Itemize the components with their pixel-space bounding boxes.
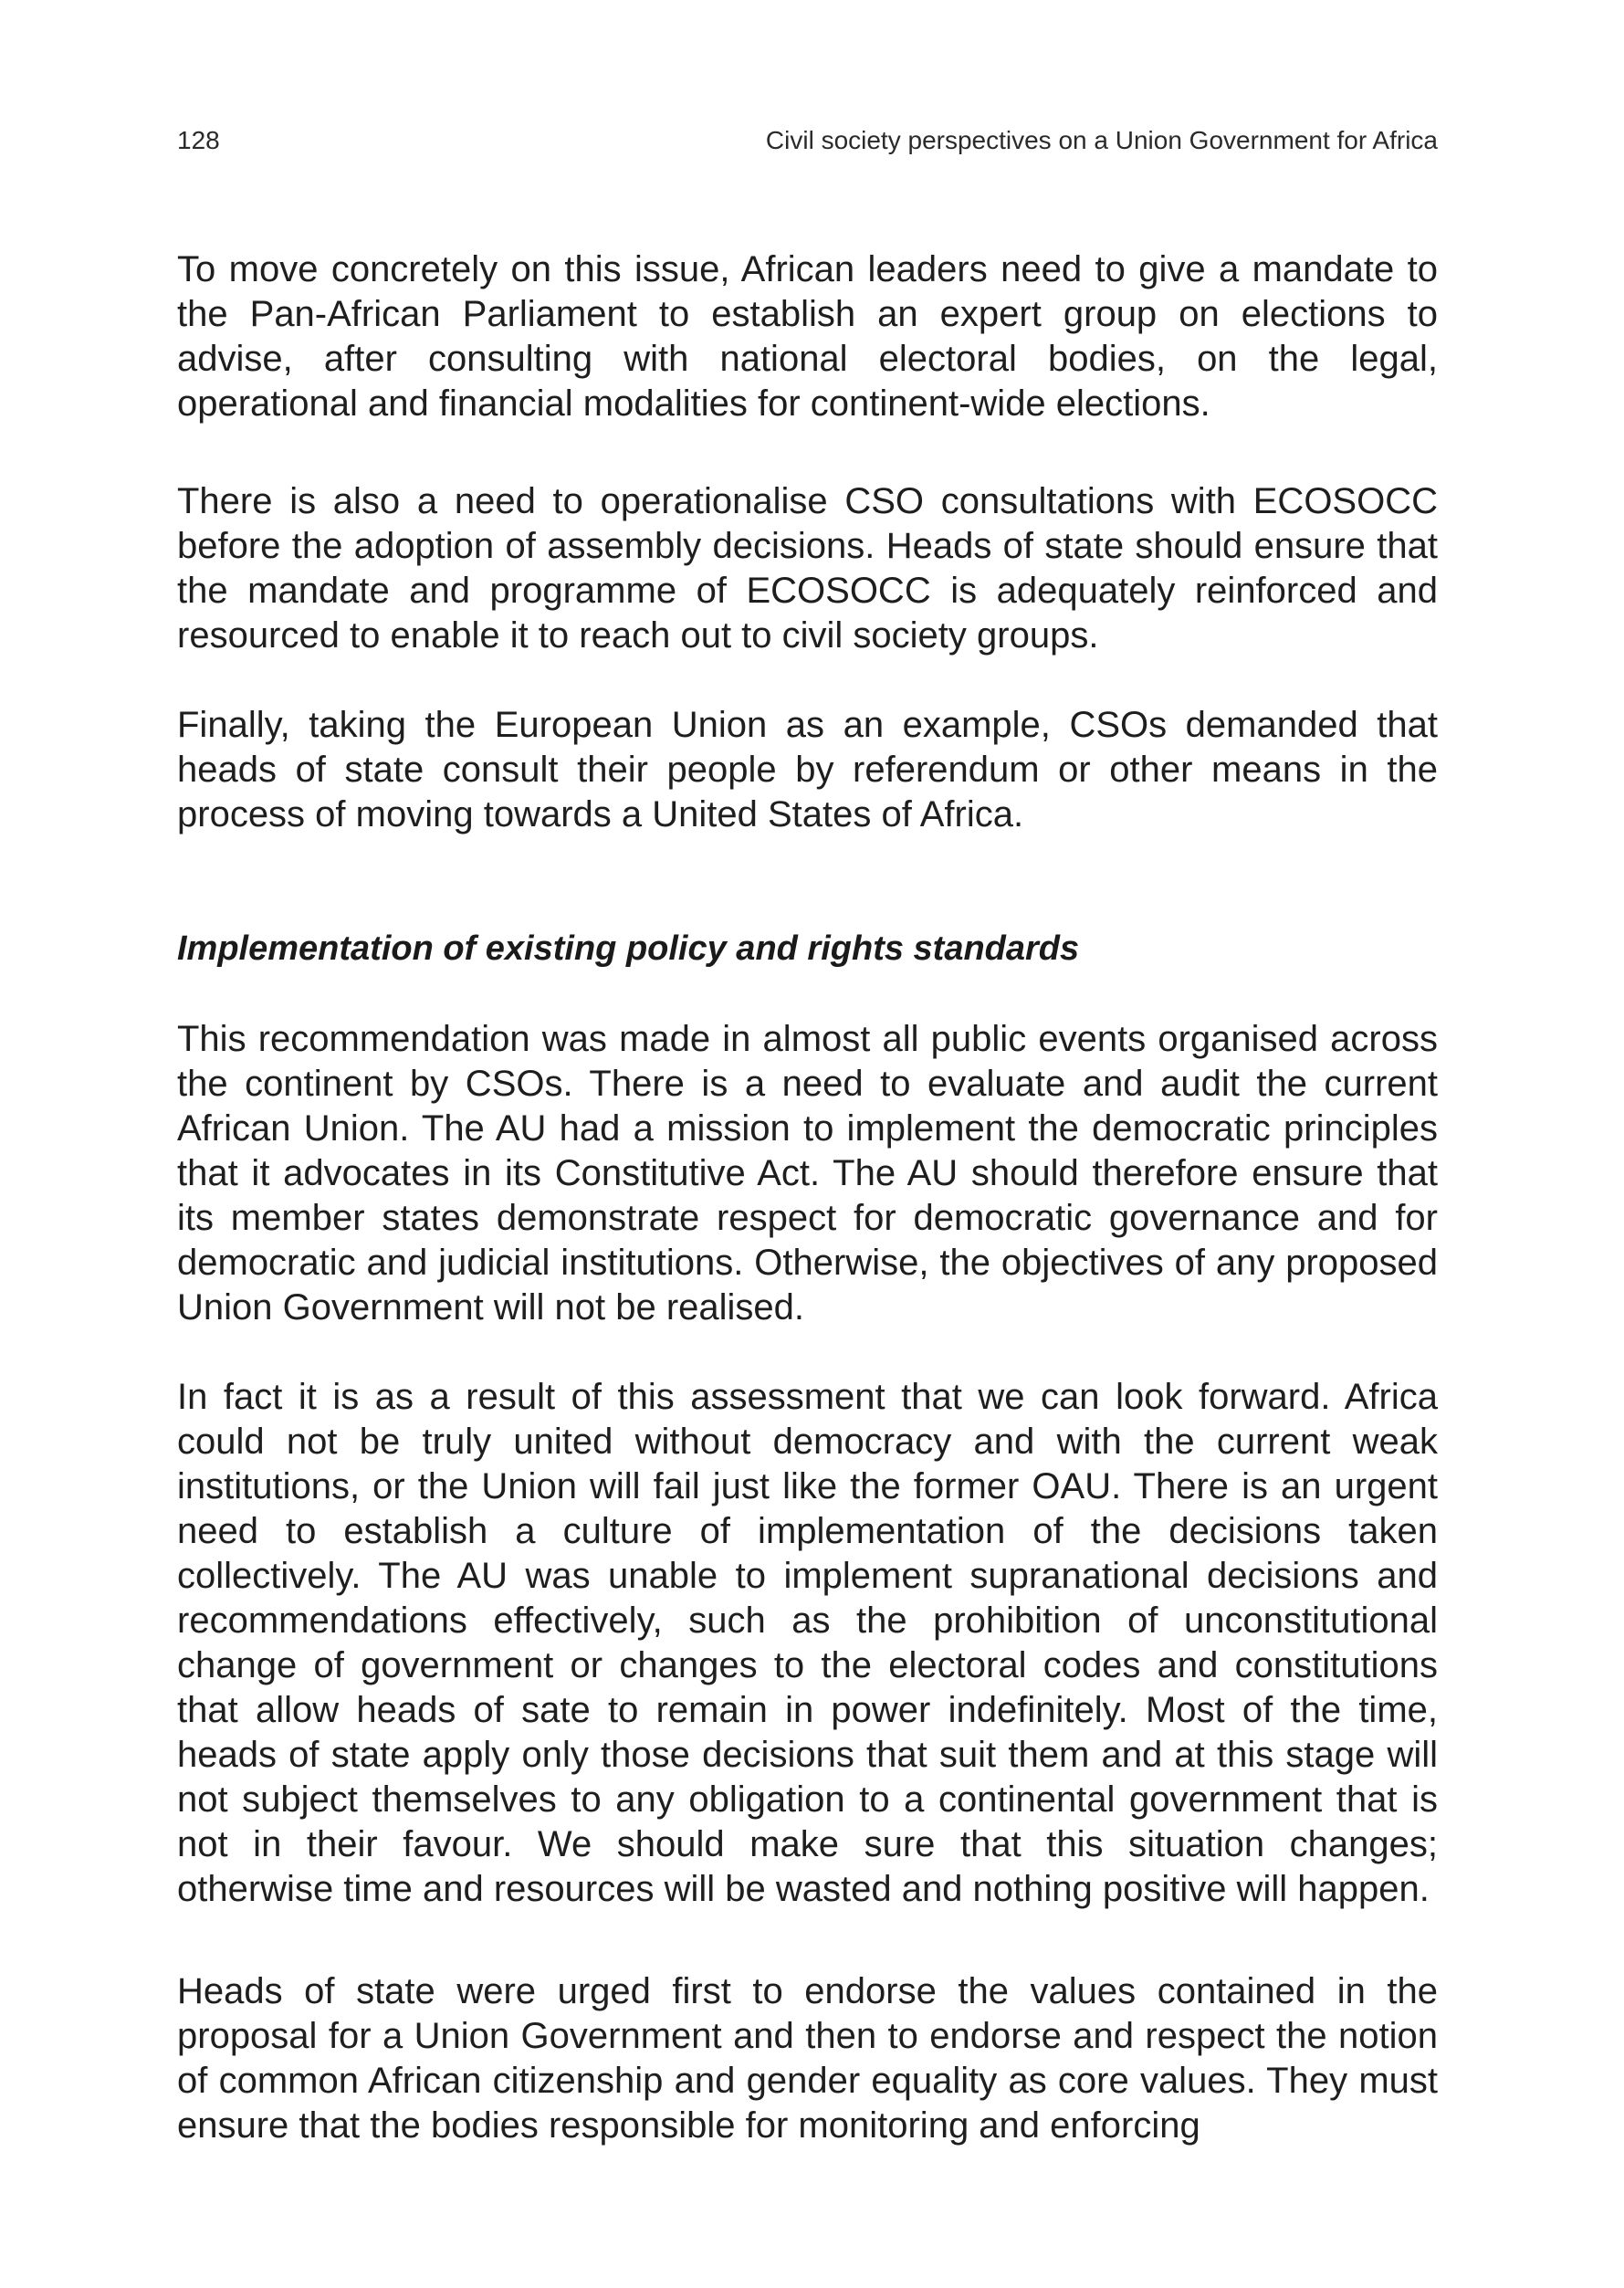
body-paragraph bbox=[177, 703, 1438, 837]
paragraph-text: To move concretely on this issue, African leaders need to give a mandate to the Pan-African Parliament to establish an expert group on elections to advise, after consulting with national electoral bodies, on the legal, operational and financial modalities for continent-wide elections. bbox=[177, 249, 1438, 424]
body-paragraph bbox=[177, 1017, 1438, 1330]
paragraph-text: In fact it is as a result of this assessment that we can look forward. Africa could not be truly united without democracy and with the current weak institutions, or the Union will fail just like the former OAU. There is an urgent need to establish a culture of implementation of the decisions taken collectively. The AU was unable to implement supranational decisions and recommendations effectively, such as the prohibition of unconstitutional change of government or changes to the electoral codes and constitutions that allow heads of sate to remain in power indefinitely. Most of the time, heads of state apply only those decisions that suit them and at this stage will not subject themselves to any obligation to a continental government that is not in their favour. We should make sure that this situation changes; otherwise time and resources will be wasted and nothing positive will happen. bbox=[177, 1377, 1438, 1909]
section-heading: Implementation of existing policy and rights standards bbox=[177, 929, 1080, 968]
paragraph-text: This recommendation was made in almost all public events organised across the continent by CSOs. There is a need to evaluate and audit the current African Union. The AU had a mission to implement the democratic principles that it advocates in its Constitutive Act. The AU should therefore ensure that its member states demonstrate respect for democratic governance and for democratic and judicial institutions. Otherwise, the objectives of any proposed Union Government will not be realised. bbox=[177, 1019, 1438, 1328]
paragraph-text: There is also a need to operationalise CSO consultations with ECOSOCC before the adoption of assembly decisions. Heads of state should ensure that the mandate and programme of ECOSOCC is adequately reinforced and resourced to enable it to reach out to civil society groups. bbox=[177, 481, 1438, 656]
body-paragraph bbox=[177, 479, 1438, 658]
running-title: Civil society perspectives on a Union Government for Africa bbox=[765, 126, 1438, 154]
running-header bbox=[177, 122, 1438, 159]
paragraph-text: Heads of state were urged first to endorse the values contained in the proposal for a Union Government and then to endorse and respect the notion of common African citizenship and gender equality as core values. They must ensure that the bodies responsible for monitoring and enforcing bbox=[177, 1971, 1438, 2146]
body-paragraph bbox=[177, 1969, 1438, 2148]
body-paragraph bbox=[177, 247, 1438, 426]
page-number: 128 bbox=[177, 126, 220, 154]
paragraph-text: Finally, taking the European Union as an example, CSOs demanded that heads of state consult their people by referendum or other means in the process of moving towards a United States of Africa. bbox=[177, 705, 1438, 834]
body-paragraph bbox=[177, 1375, 1438, 1912]
